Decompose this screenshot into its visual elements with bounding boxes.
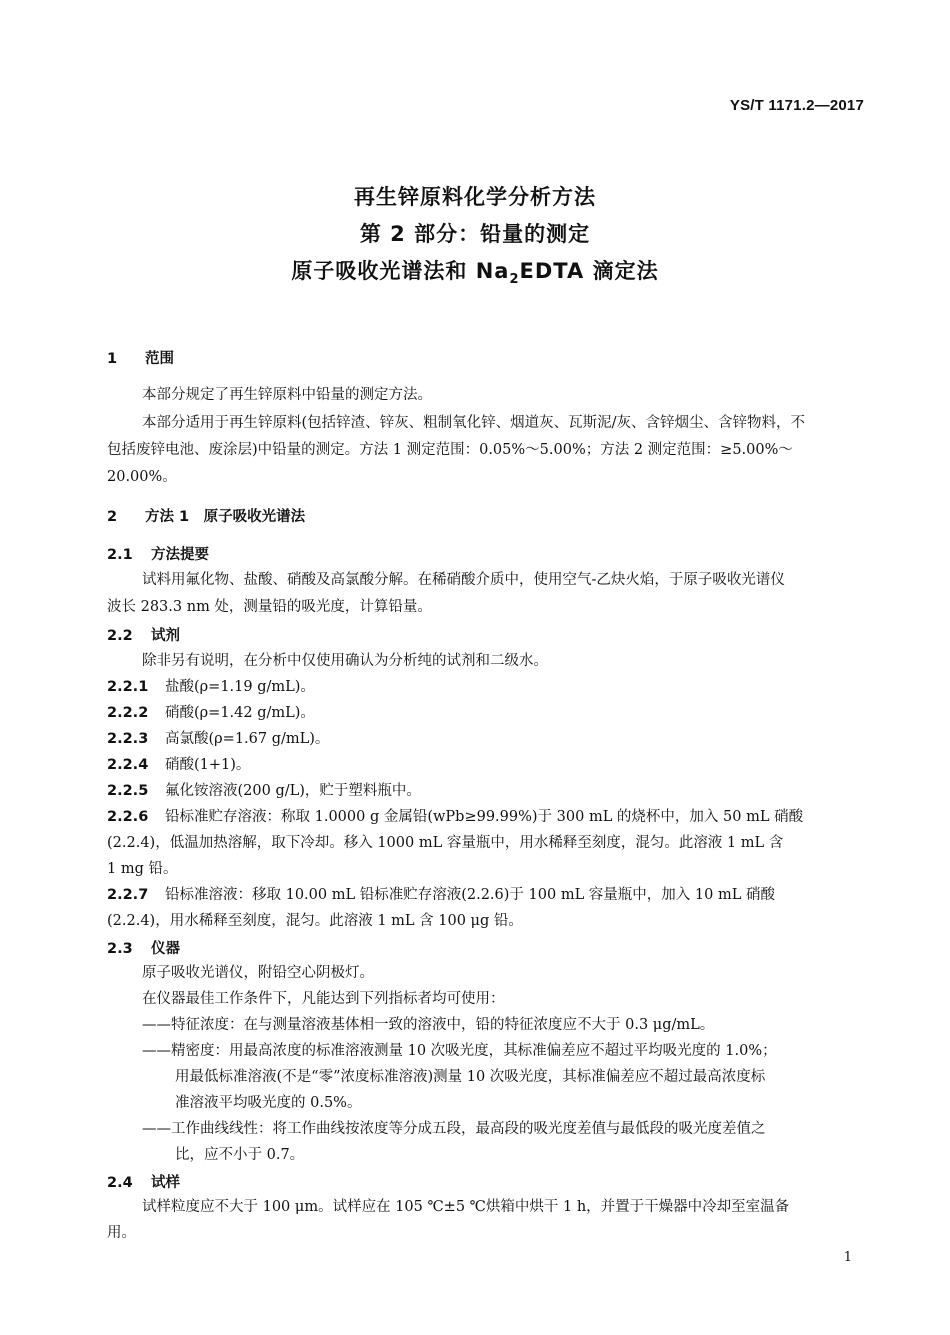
paragraph: 原子吸收光谱仪，附铅空心阴极灯。: [142, 965, 374, 981]
paragraph: 试料用氟化物、盐酸、硝酸及高氯酸分解。在稀硝酸介质中，使用空气-乙炔火焰，于原子吸收光谱仪: [142, 572, 785, 588]
paragraph: 本部分规定了再生锌原料中铅量的测定方法。: [142, 387, 432, 403]
subsection-2-1-heading: 2.1 方法提要: [107, 547, 209, 563]
subsection-2-4-heading: 2.4 试样: [107, 1175, 180, 1191]
standard-code: YS/T 1171.2—2017: [729, 97, 864, 114]
paragraph: 包括废锌电池、废涂层)中铅量的测定。方法 1 测定范围：0.05%～5.00%；方法 2 测定范围：≥5.00%～: [107, 442, 793, 458]
reagent-item: 2.2.7 铅标准溶液：移取 10.00 mL 铅标准贮存溶液(2.2.6)于 100 mL 容量瓶中，加入 10 mL 硝酸: [107, 887, 775, 903]
doc-title-line1: 再生锌原料化学分析方法: [354, 185, 596, 209]
paragraph: 1 mg 铅。: [107, 861, 178, 877]
dash-list-item: ——工作曲线线性：将工作曲线按浓度等分成五段，最高段的吸光度差值与最低段的吸光度差值之: [142, 1121, 766, 1137]
paragraph: 试样粒度应不大于 100 μm。试样应在 105 ℃±5 ℃烘箱中烘干 1 h，并置于干燥器中冷却至室温备: [142, 1199, 790, 1215]
doc-title-line2: 第 2 部分：铅量的测定: [359, 222, 591, 246]
dash-list-continuation: 准溶液平均吸光度的 0.5%。: [175, 1095, 362, 1111]
dash-list-continuation: 比，应不小于 0.7。: [175, 1147, 305, 1163]
dash-list-item: ——精密度：用最高浓度的标准溶液测量 10 次吸光度，其标准偏差应不超过平均吸光度的 1.0%；: [142, 1043, 777, 1059]
reagent-item: 2.2.4 硝酸(1+1)。: [107, 757, 251, 773]
reagent-item: 2.2.6 铅标准贮存溶液：称取 1.0000 g 金属铅(wPb≥99.99%)于 300 mL 的烧杯中，加入 50 mL 硝酸: [107, 809, 804, 825]
paragraph: (2.2.4)，用水稀释至刻度，混匀。此溶液 1 mL 含 100 μg 铅。: [107, 913, 523, 929]
section-2-heading: 2 方法 1 原子吸收光谱法: [107, 509, 306, 525]
paragraph: 波长 283.3 nm 处，测量铅的吸光度，计算铅量。: [107, 599, 432, 615]
reagent-item: 2.2.2 硝酸(ρ=1.42 g/mL)。: [107, 705, 315, 721]
paragraph: 用。: [107, 1225, 136, 1241]
subsection-2-2-heading: 2.2 试剂: [107, 628, 180, 644]
dash-list-item: ——特征浓度：在与测量溶液基体相一致的溶液中，铅的特征浓度应不大于 0.3 μg/mL。: [142, 1017, 715, 1033]
paragraph: 在仪器最佳工作条件下，凡能达到下列指标者均可使用：: [142, 991, 505, 1007]
doc-title-line3: 原子吸收光谱法和 $Na_2EDTA$ 滴定法: [291, 259, 659, 288]
dash-list-continuation: 用最低标准溶液(不是“零”浓度标准溶液)测量 10 次吸光度，其标准偏差应不超过最高浓度标: [175, 1069, 766, 1085]
subsection-2-3-heading: 2.3 仪器: [107, 941, 180, 957]
page-number: 1: [843, 1250, 852, 1265]
reagent-item: 2.2.1 盐酸(ρ=1.19 g/mL)。: [107, 679, 315, 695]
paragraph: 本部分适用于再生锌原料(包括锌渣、锌灰、粗制氧化锌、烟道灰、瓦斯泥/灰、含锌烟尘、含锌物料，不: [142, 415, 806, 431]
paragraph: 除非另有说明，在分析中仅使用确认为分析纯的试剂和二级水。: [142, 653, 548, 669]
reagent-item: 2.2.5 氟化铵溶液(200 g/L)，贮于塑料瓶中。: [107, 783, 421, 799]
paragraph: 20.00%。: [107, 469, 177, 485]
paragraph: (2.2.4)，低温加热溶解，取下冷却。移入 1000 mL 容量瓶中，用水稀释至刻度，混匀。此溶液 1 mL 含: [107, 835, 784, 851]
section-1-heading: 1 范围: [107, 351, 174, 367]
reagent-item: 2.2.3 高氯酸(ρ=1.67 g/mL)。: [107, 731, 330, 747]
